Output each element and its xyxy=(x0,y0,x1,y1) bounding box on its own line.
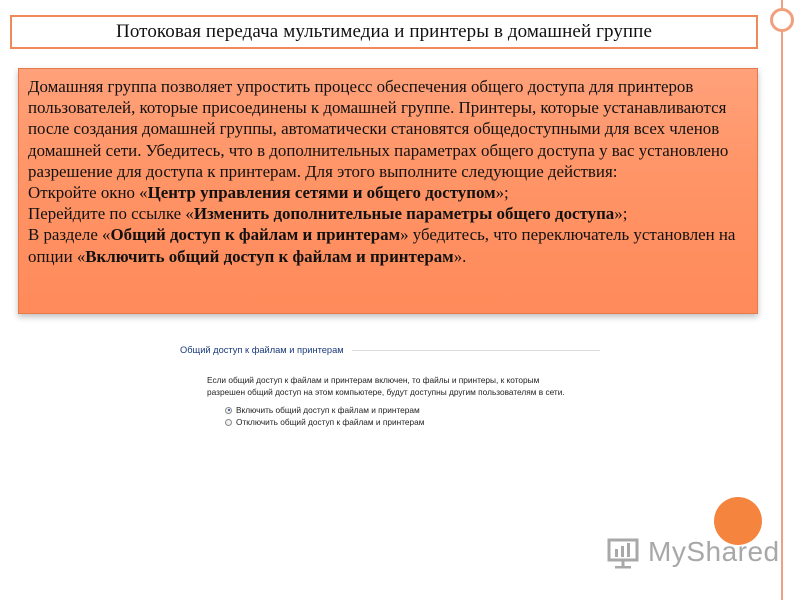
description-line-1: Если общий доступ к файлам и принтерам включен, то файлы и принтеры, к которым xyxy=(207,375,540,385)
step-3-prefix: В разделе « xyxy=(28,225,111,245)
slide-title: Потоковая передача мультимедиа и принтеры в домашней группе xyxy=(116,21,652,42)
step-3 xyxy=(28,224,747,266)
presentation-board-icon xyxy=(606,537,640,569)
step-2-prefix: Перейдите по ссылке « xyxy=(28,204,194,224)
radio-option-disable-label: Отключить общий доступ к файлам и принтерам xyxy=(236,417,425,427)
radio-checked-icon[interactable] xyxy=(225,407,232,414)
myshared-watermark xyxy=(606,534,780,574)
sharing-settings-screenshot xyxy=(180,345,600,435)
section-header xyxy=(180,345,600,355)
step-1-suffix: »; xyxy=(495,183,509,203)
step-2 xyxy=(28,203,747,224)
step-1-emphasis: Центр управления сетями и общего доступом xyxy=(147,183,496,203)
step-3-middle: » убедитесь, что переключатель установлен на опции « xyxy=(28,225,736,266)
radio-option-disable[interactable] xyxy=(225,416,424,428)
intro-paragraph: Домашняя группа позволяет упростить процесс обеспечения общего доступа для принтеров пользователей, которые присоединены к домашней группе. Принтеры, которые устанавливаются после создания домашней группы, автоматически становятся общедоступными для всех членов домашней сети. Убедитесь, что в дополнительных параметрах общего доступа у вас установлено разрешение для доступа к принтерам. Для этого выполните следующие действия: xyxy=(28,77,729,181)
description-line-2: разрешен общий доступ на этом компьютере, будут доступны другим пользователям в сети. xyxy=(207,387,565,397)
watermark-text: MyShared xyxy=(648,536,780,567)
radio-option-enable[interactable] xyxy=(225,404,424,416)
step-3-suffix: ». xyxy=(453,246,467,266)
content-box xyxy=(18,68,758,314)
section-title: Общий доступ к файлам и принтерам xyxy=(180,345,344,355)
slide-title-box xyxy=(10,15,758,49)
radio-unchecked-icon[interactable] xyxy=(225,419,232,426)
step-1-prefix: Откройте окно « xyxy=(28,183,148,203)
step-3-emphasis: Общий доступ к файлам и принтерам xyxy=(110,225,401,245)
sharing-radio-group xyxy=(225,404,424,428)
section-divider xyxy=(352,350,600,351)
step-1 xyxy=(28,182,747,203)
section-description xyxy=(207,374,587,398)
radio-option-enable-label: Включить общий доступ к файлам и принтерам xyxy=(236,405,420,415)
step-2-suffix: »; xyxy=(614,204,628,224)
top-decor-circle xyxy=(770,8,794,32)
step-2-emphasis: Изменить дополнительные параметры общего доступа xyxy=(193,204,615,224)
step-3-emphasis-2: Включить общий доступ к файлам и принтерам xyxy=(85,246,454,266)
right-decor-line xyxy=(781,0,783,600)
